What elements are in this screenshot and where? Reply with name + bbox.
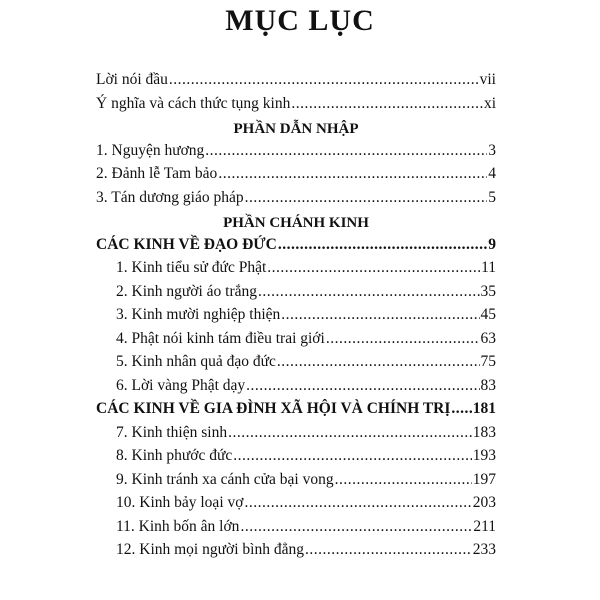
toc-entry[interactable] xyxy=(96,306,496,330)
toc-entry-label: 7. Kinh thiện sinh xyxy=(116,423,228,441)
toc-entry-page: 75 xyxy=(480,353,496,370)
toc-entry[interactable] xyxy=(96,494,496,518)
toc-entry-page: xi xyxy=(483,94,496,112)
toc-entry[interactable] xyxy=(96,377,496,401)
toc-entry-label: 6. Lời vàng Phật dạy xyxy=(116,376,246,394)
toc-entry-label: 10. Kinh bảy loại vợ xyxy=(116,494,244,511)
toc-entry-page: 4 xyxy=(488,165,496,182)
toc-entry-label: 1. Nguyện hương xyxy=(96,141,205,159)
toc-chapter-page: 9 xyxy=(488,235,496,253)
toc-entry[interactable] xyxy=(96,424,496,448)
toc-entry-label: 2. Đảnh lễ Tam bảo xyxy=(96,165,218,182)
toc-entry-label: 4. Phật nói kinh tám điều trai giới xyxy=(116,329,325,347)
toc-chapter-label: CÁC KINH VỀ ĐẠO ĐỨC xyxy=(96,235,277,253)
toc-entry-label: 2. Kinh người áo trắng xyxy=(116,282,258,300)
dot-leader xyxy=(246,377,479,395)
dot-leader xyxy=(218,165,487,183)
toc-chapter-page: 181 xyxy=(472,400,496,417)
toc-entry[interactable] xyxy=(96,189,496,213)
toc-entry-page: 211 xyxy=(473,517,496,535)
part-heading-main-sutras: PHẦN CHÁNH KINH xyxy=(223,215,369,231)
page-title: MỤC LỤC xyxy=(225,4,375,37)
toc-entry-page: 233 xyxy=(472,541,496,558)
toc-entry-label: 8. Kinh phước đức xyxy=(116,447,233,464)
toc-entry-page: 197 xyxy=(472,470,496,488)
toc-entry-label: Ý nghĩa và cách thức tụng kinh xyxy=(96,94,291,112)
dot-leader xyxy=(240,518,472,536)
toc-entry-page: 183 xyxy=(472,423,496,441)
toc-entry-chanting-meaning[interactable] xyxy=(96,95,496,119)
toc-entry[interactable] xyxy=(96,471,496,495)
toc-entry[interactable] xyxy=(96,259,496,283)
toc-entry-label: 12. Kinh mọi người bình đẳng xyxy=(116,541,304,558)
toc-entry[interactable] xyxy=(96,283,496,307)
toc-entry-page: 3 xyxy=(488,141,496,159)
dot-leader xyxy=(281,306,479,324)
toc-entry-page: 45 xyxy=(480,306,496,323)
toc-entry-label: 9. Kinh tránh xa cánh cửa bại vong xyxy=(116,470,334,488)
dot-leader xyxy=(233,447,471,465)
dot-leader xyxy=(267,259,480,277)
toc-entry-page: 5 xyxy=(488,188,496,206)
toc-entry-page: 193 xyxy=(472,447,496,464)
toc-entry[interactable] xyxy=(96,353,496,377)
toc-chapter-ethics[interactable] xyxy=(96,236,496,260)
toc-entry-page: 203 xyxy=(472,494,496,511)
toc-entry-label: 3. Kinh mười nghiệp thiện xyxy=(116,306,281,323)
dot-leader xyxy=(278,236,487,254)
toc-entry[interactable] xyxy=(96,142,496,166)
toc-entry-label: 11. Kinh bốn ân lớn xyxy=(116,517,240,535)
dot-leader xyxy=(326,330,480,348)
toc-chapter-label: CÁC KINH VỀ GIA ĐÌNH XÃ HỘI VÀ CHÍNH TRỊ xyxy=(96,400,451,417)
toc-entry-page: 35 xyxy=(480,282,496,300)
toc-entry[interactable] xyxy=(96,165,496,189)
toc-entry-label: 5. Kinh nhân quả đạo đức xyxy=(116,353,276,370)
toc-entry-label: 3. Tán dương giáo pháp xyxy=(96,188,244,206)
dot-leader xyxy=(305,541,472,559)
part-heading-introduction: PHẦN DẪN NHẬP xyxy=(233,121,359,137)
toc-entry-label: Lời nói đầu xyxy=(96,71,168,88)
dot-leader xyxy=(169,71,479,89)
toc-entry-page: 63 xyxy=(480,329,496,347)
dot-leader xyxy=(228,424,472,442)
dot-leader xyxy=(291,95,483,113)
dot-leader xyxy=(244,494,471,512)
toc-entry[interactable] xyxy=(96,541,496,565)
dot-leader xyxy=(258,283,479,301)
table-of-contents xyxy=(96,71,496,565)
dot-leader xyxy=(245,189,488,207)
toc-entry-foreword[interactable] xyxy=(96,71,496,95)
toc-entry[interactable] xyxy=(96,447,496,471)
toc-entry-page: 11 xyxy=(481,259,496,276)
dot-leader xyxy=(277,353,480,371)
toc-entry-page: 83 xyxy=(480,376,496,394)
toc-entry-page: vii xyxy=(479,71,496,88)
toc-entry[interactable] xyxy=(96,518,496,542)
toc-chapter-family-society[interactable] xyxy=(96,400,496,424)
toc-entry[interactable] xyxy=(96,330,496,354)
dot-leader xyxy=(205,142,487,160)
dot-leader xyxy=(451,400,471,418)
toc-entry-label: 1. Kinh tiểu sử đức Phật xyxy=(116,259,267,276)
dot-leader xyxy=(335,471,472,489)
